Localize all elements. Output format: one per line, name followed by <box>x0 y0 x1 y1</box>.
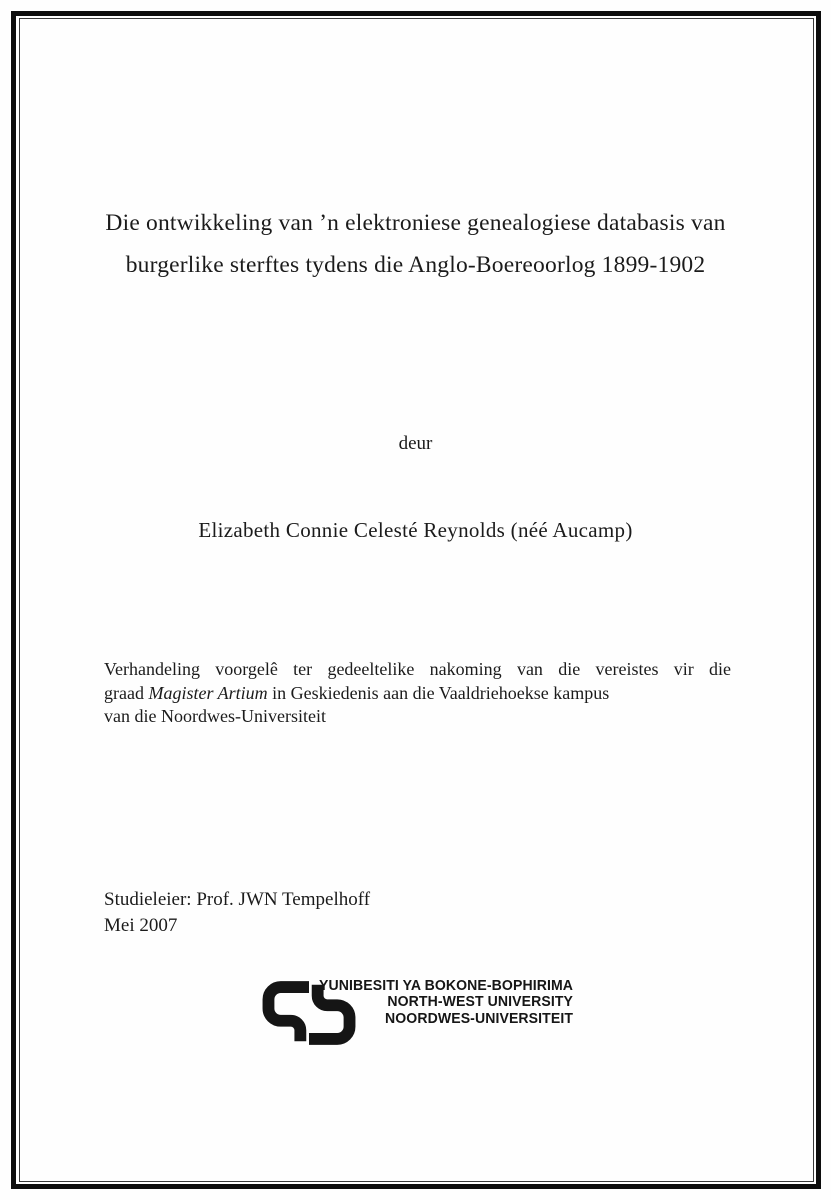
date-line: Mei 2007 <box>104 914 178 936</box>
degree-statement-line-2-pre: graad <box>104 682 149 703</box>
degree-statement-line-2 <box>104 682 731 706</box>
page-title <box>60 202 771 286</box>
degree-statement-line-2-post: in Geskiedenis aan die Vaaldriehoekse kampus <box>267 682 610 703</box>
university-logo <box>258 973 588 1055</box>
supervisor-block <box>104 887 370 938</box>
supervisor-line: Studieleier: Prof. JWN Tempelhoff <box>104 889 371 910</box>
author-name: Elizabeth Connie Celesté Reynolds (néé Aucamp) <box>198 518 633 542</box>
title-line-2: burgerlike sterftes tydens die Anglo-Boereoorlog 1899-1902 <box>125 252 706 278</box>
degree-statement-line-1: Verhandeling voorgelê ter gedeeltelike nakoming van die vereistes vir die <box>104 659 731 679</box>
degree-name: Magister Artium <box>148 682 268 703</box>
university-name-afrikaans: NOORDWES-UNIVERSITEIT <box>385 1010 574 1027</box>
degree-statement-line-3: van die Noordwes-Universiteit <box>104 706 326 727</box>
university-logo-text <box>319 978 573 1027</box>
title-line-1: Die ontwikkeling van ’n elektroniese genealogiese databasis van <box>105 210 726 236</box>
university-name-english: NORTH-WEST UNIVERSITY <box>387 994 574 1011</box>
byline: deur <box>398 433 433 454</box>
degree-statement <box>104 658 731 729</box>
university-name-setswana: YUNIBESITI YA BOKONE-BOPHIRIMA <box>319 978 574 994</box>
